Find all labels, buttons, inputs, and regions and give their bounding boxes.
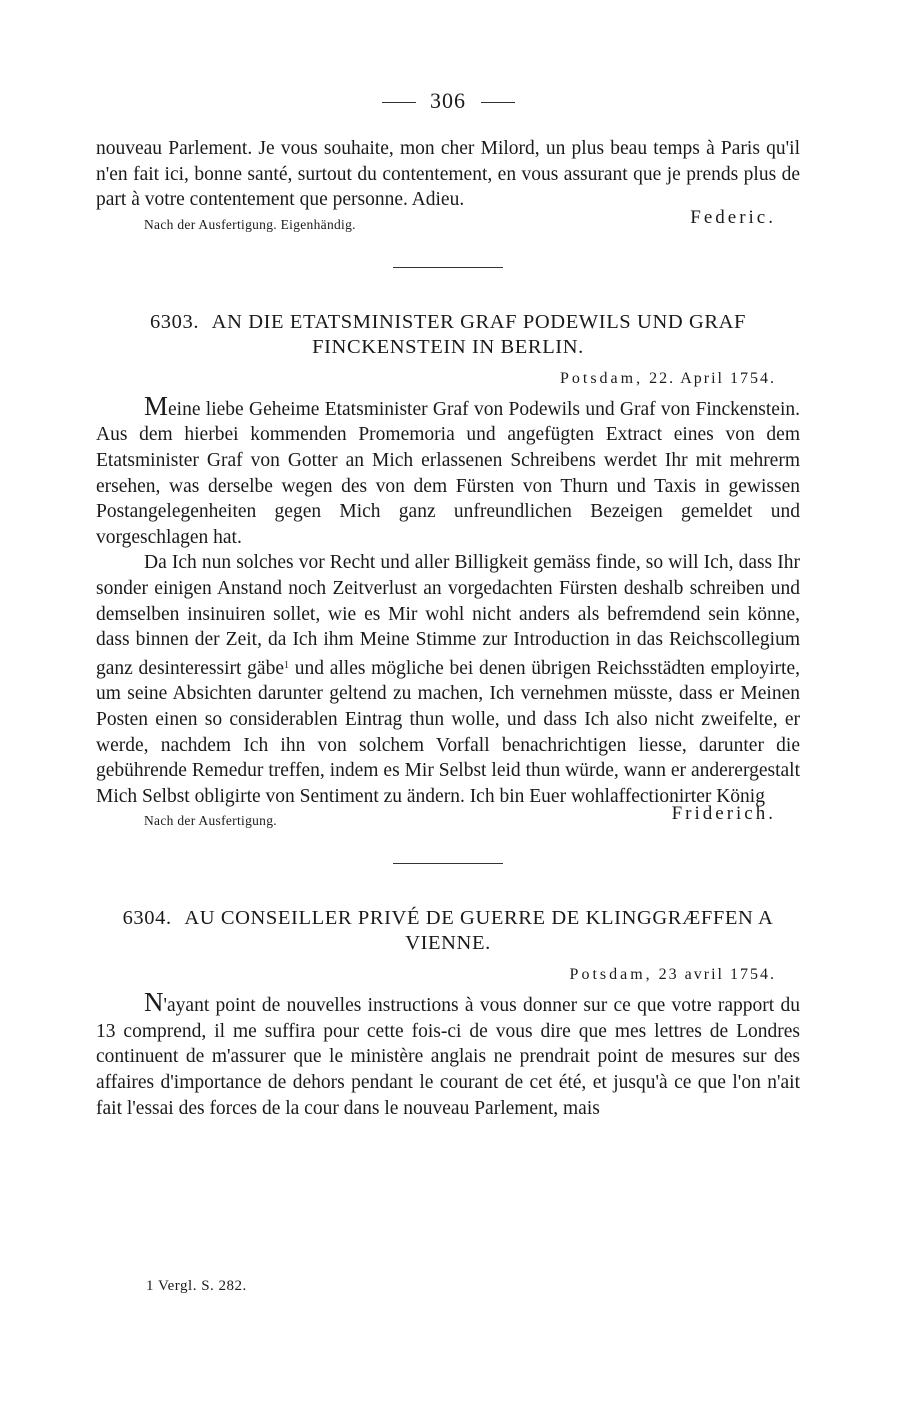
paragraph-text: und alles mögliche bei denen übrigen Reichsstädten employirte, um seine Absichten darunter geltend zu machen, Ich vernehmen müsste, dass er Meinen Posten einen so considerablen Eintrag thun wolle, und dass Ich also nicht zweifelte, er werde, nachdem Ich ihn von solchem Vorfall benachrichtigen liesse, darunter die gebührende Remedur treffen, indem es Mir Selbst leid thun würde, wann er anderergestalt Mich Selbst obligirte von Sentiment zu ändern. Ich bin Euer wohlaffectionirter König [96,657,800,807]
continuation-paragraph: nouveau Parlement. Je vous souhaite, mon cher Milord, un plus beau temps à Paris qu'il n'en fait ici, bonne santé, surtout du contentement, en vous assurant que je prends plus de part à votre contentement que personne. Adieu. [96,138,800,211]
header-dash-left [382,102,416,103]
header-dash-right [481,102,515,103]
paragraph-text: Da Ich nun solches vor Recht und aller Billigkeit gemäss finde, so will Ich, dass Ihr sonder einigen Anstand noch Zeitverlust an vorgedachten Fürsten deshalb schreiben und demselben insinuiren sollet, wie es Mir wohl nicht anders als befremdend sein könne, dass binnen der Zeit, da Ich ihm Meine Stimme zur Introduction in das Reichscollegium ganz desinteressirt gäbe [96,552,800,679]
page-number: 306 [430,88,466,113]
drop-cap: N [144,987,164,1018]
letter-paragraph [96,550,800,809]
letter-date [96,370,776,388]
source-note: Nach der Ausfertigung. Eigenhändig. [144,216,356,232]
footnote-mark: 1 [146,1278,154,1294]
letter-heading [120,310,776,360]
footnote-reference: 1 [283,659,289,671]
date-place: Potsdam, [559,369,644,387]
date-value: 22. April 1754. [649,369,776,387]
footnote-text: Vergl. S. 282. [157,1278,247,1294]
footnote [146,1278,247,1295]
letter-date [96,966,776,984]
paragraph-text: 'ayant point de nouvelles instructions à vous donner sur ce que votre rapport du 13 comprend, il me suffira pour cette fois-ci de vous dire que mes lettres de Londres continuent de m'assurer que le ministère anglais ne prendrait point de mesures sur des affaires d'importance de dehors pendant le courant de cet été, et jusqu'à ce que l'on n'ait fait l'essai des forces de la cour dans le nouveau Parlement, mais [96,995,800,1119]
drop-cap: M [144,390,169,421]
letter-heading [120,906,776,956]
signature-friderich: Friderich. [671,803,776,825]
letter-signature-row [96,803,800,833]
date-value: 23 avril 1754. [658,966,776,984]
letter-number: 6304. [122,907,172,930]
letter-recipient: AN DIE ETATSMINISTER GRAF PODEWILS UND GRAF FINCKENSTEIN IN BERLIN. [211,310,747,358]
date-place: Potsdam, [569,966,653,984]
letter-recipient: AU CONSEILLER PRIVÉ DE GUERRE DE KLINGGRÆFFEN A VIENNE. [184,907,774,955]
letter-number: 6303. [149,310,200,333]
source-note: Nach der Ausfertigung. [144,813,277,829]
paragraph-text: eine liebe Geheime Etatsminister Graf von Podewils und Graf von Finckenstein. Aus dem hierbei kommenden Promemoria und angefügten Extract eines von dem Etatsminister Graf von Gotter an Mich erlassenen Schreibens werdet Ihr mit mehrerm ersehen, was derselbe wegen des von dem Fürsten von Thurn und Taxis in gewissen Postangelegenheiten gegen Mich ganz unfreundlichen Bezeigen gemeldet und vorgeschlagen hat. [96,398,800,548]
section-divider [393,863,503,864]
continuation-signature-row [96,206,800,237]
section-divider [393,267,503,268]
letter-paragraph [96,390,800,551]
document-page [96,88,800,1121]
letter-paragraph [96,987,800,1121]
page-header [96,88,800,114]
signature-federic: Federic. [690,206,776,228]
